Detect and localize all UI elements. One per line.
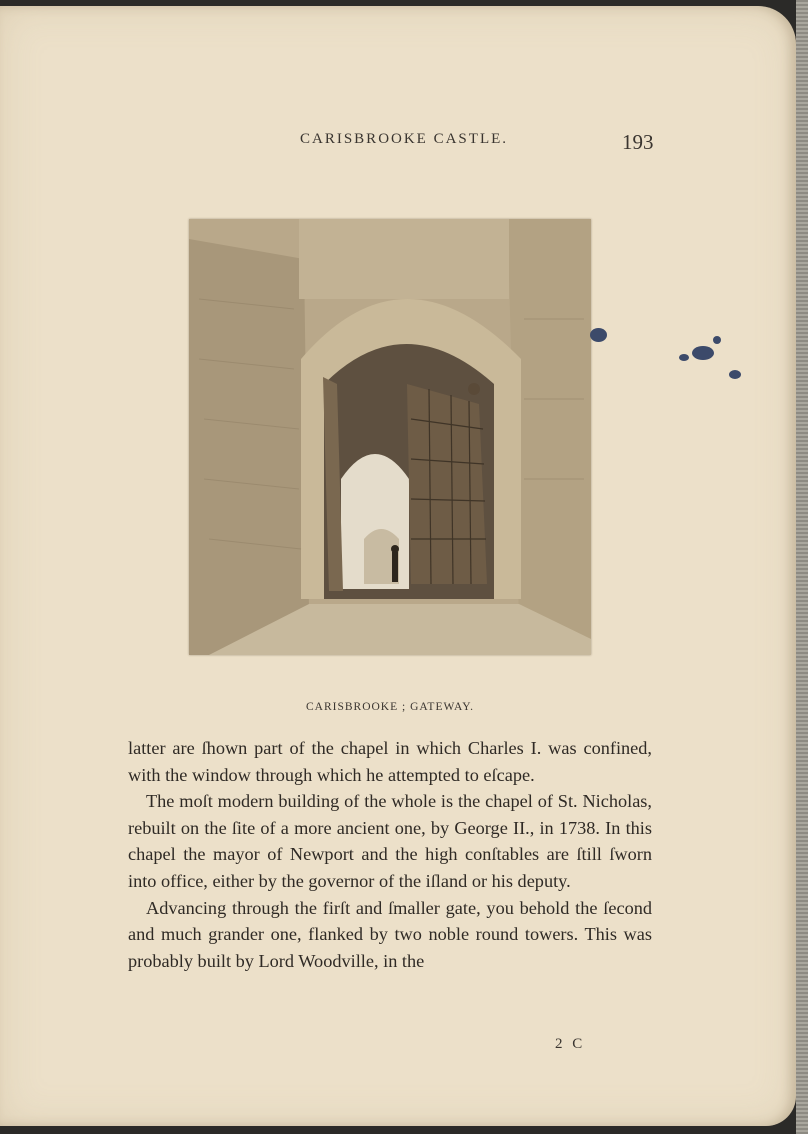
page-number: 193 bbox=[622, 130, 654, 154]
photo-caption: CARISBROOKE ; GATEWAY. bbox=[305, 701, 474, 713]
body-text bbox=[128, 735, 652, 974]
ink-stain bbox=[713, 336, 721, 344]
ink-stain bbox=[692, 346, 714, 360]
signature-mark: 2 C bbox=[555, 1036, 586, 1052]
paragraph-1: latter are ſhown part of the chapel in which Charles I. was confined, with the window through which he attempted to eſcape. bbox=[128, 738, 652, 785]
running-head: CARISBROOKE CASTLE. bbox=[300, 131, 509, 147]
ink-stain bbox=[729, 370, 741, 379]
ink-stain bbox=[590, 328, 607, 342]
ink-stain bbox=[679, 354, 689, 361]
paragraph-2: The moſt modern building of the whole is the chapel of St. Nicholas, rebuilt on the ſite of a more ancient one, by George II., in 1738. In this chapel the mayor of Newport and the high conſtables are ſtill ſworn into office, either by the governor of the iſland or his deputy. bbox=[128, 791, 652, 891]
gateway-photograph bbox=[189, 219, 591, 655]
paragraph-3: Advancing through the firſt and ſmaller gate, you behold the ſecond and much grander one, flanked by two noble round towers. This was probably built by Lord Woodville, in the bbox=[128, 897, 652, 971]
book-page bbox=[0, 6, 796, 1126]
book-edge bbox=[796, 0, 808, 1134]
